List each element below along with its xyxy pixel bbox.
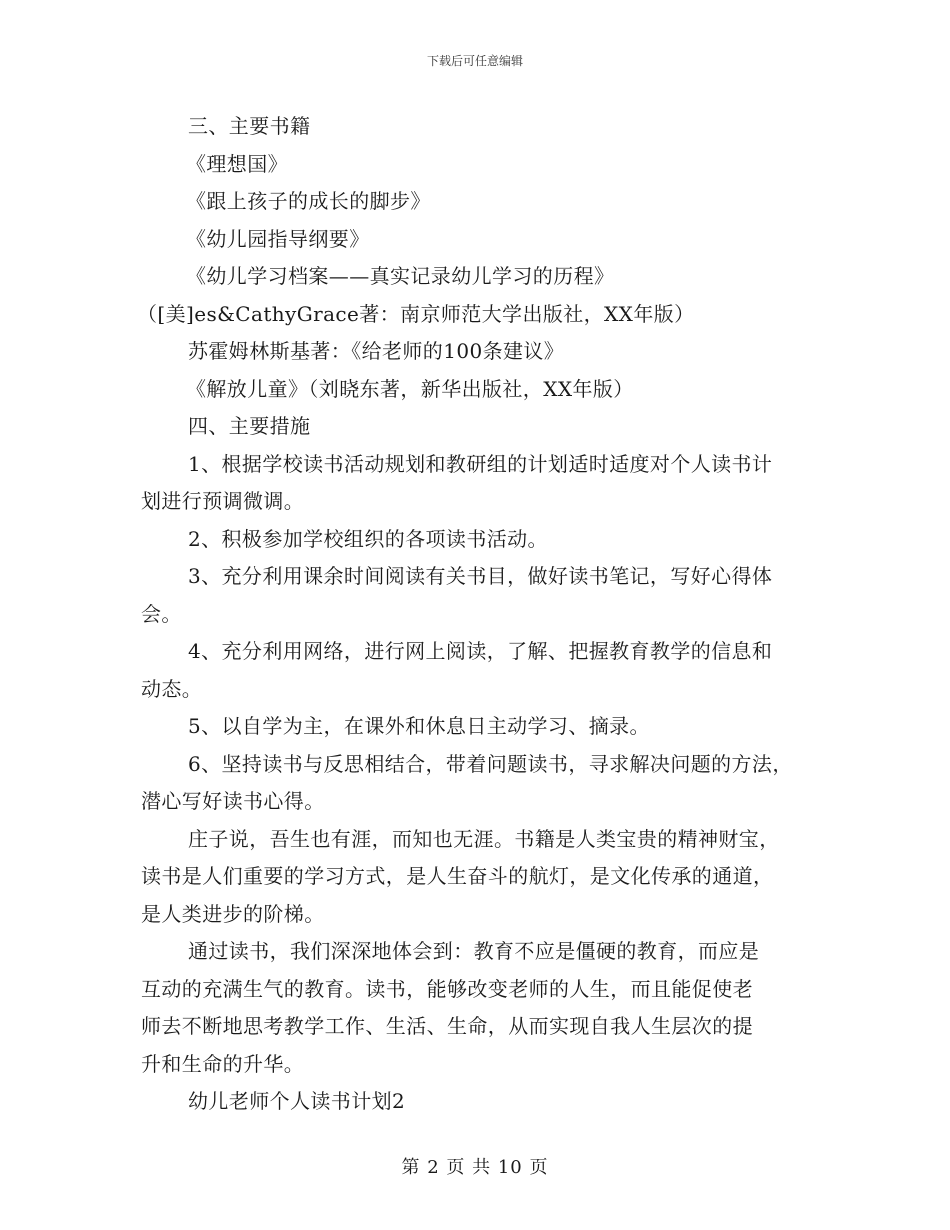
measure-item: 3、充分利用课余时间阅读有关书目，做好读书笔记，写好心得体: [188, 564, 773, 588]
measure-item-continued: 潜心写好读书心得。: [141, 789, 325, 813]
book-title: 《幼儿园指导纲要》: [186, 226, 370, 251]
section-heading-measures: 四、主要措施: [188, 414, 311, 438]
section-heading-books: 三、主要书籍: [188, 114, 311, 138]
measure-item: 5、以自学为主，在课外和休息日主动学习、摘录。: [188, 714, 650, 738]
measure-item-continued: 划进行预调微调。: [141, 489, 305, 513]
book-title: 《跟上孩子的成长的脚步》: [186, 189, 431, 213]
measure-item-continued: 动态。: [141, 676, 203, 701]
measure-item: 6、坚持读书与反思相结合，带着问题读书，寻求解决问题的方法，: [188, 751, 793, 776]
book-publication-info: （[美]es&CathyGrace著：南京师范大学出版社，XX年版）: [137, 301, 695, 326]
measure-item: 4、充分利用网络，进行网上阅读，了解、把握教育教学的信息和: [188, 639, 773, 663]
paragraph-line: 升和生命的升华。: [141, 1051, 305, 1076]
book-title: 《解放儿童》（刘晓东著，新华出版社，XX年版）: [186, 376, 634, 401]
page-header-note: 下载后可任意编辑: [426, 54, 523, 68]
paragraph-line: 庄子说，吾生也有涯，而知也无涯。书籍是人类宝贵的精神财宝，: [188, 826, 780, 851]
measure-item: 1、根据学校读书活动规划和教研组的计划适时适度对个人读书计: [188, 451, 773, 476]
paragraph-line: 互动的充满生气的教育。读书，能够改变老师的人生，而且能促使老: [141, 976, 753, 1001]
book-title: 苏霍姆林斯基著：《给老师的100条建议》: [188, 339, 565, 363]
paragraph-line: 读书是人们重要的学习方式，是人生奋斗的航灯，是文化传承的通道，: [141, 864, 774, 888]
measure-item: 2、积极参加学校组织的各项读书活动。: [188, 526, 548, 551]
measure-item-continued: 会。: [141, 601, 182, 626]
paragraph-line: 是人类进步的阶梯。: [141, 901, 325, 926]
document-body: [137, 108, 821, 1121]
page-number-footer: 第 2 页 共 10 页: [401, 1157, 549, 1178]
paragraph-line: 通过读书，我们深深地体会到：教育不应是僵硬的教育，而应是: [188, 939, 760, 963]
paragraph-line: 师去不断地思考教学工作、生活、生命，从而实现自我人生层次的提: [141, 1014, 753, 1038]
book-title: 《理想国》: [186, 151, 288, 176]
next-section-title: 幼儿老师个人读书计划2: [188, 1089, 406, 1113]
book-title: 《幼儿学习档案——真实记录幼儿学习的历程》: [186, 264, 615, 288]
